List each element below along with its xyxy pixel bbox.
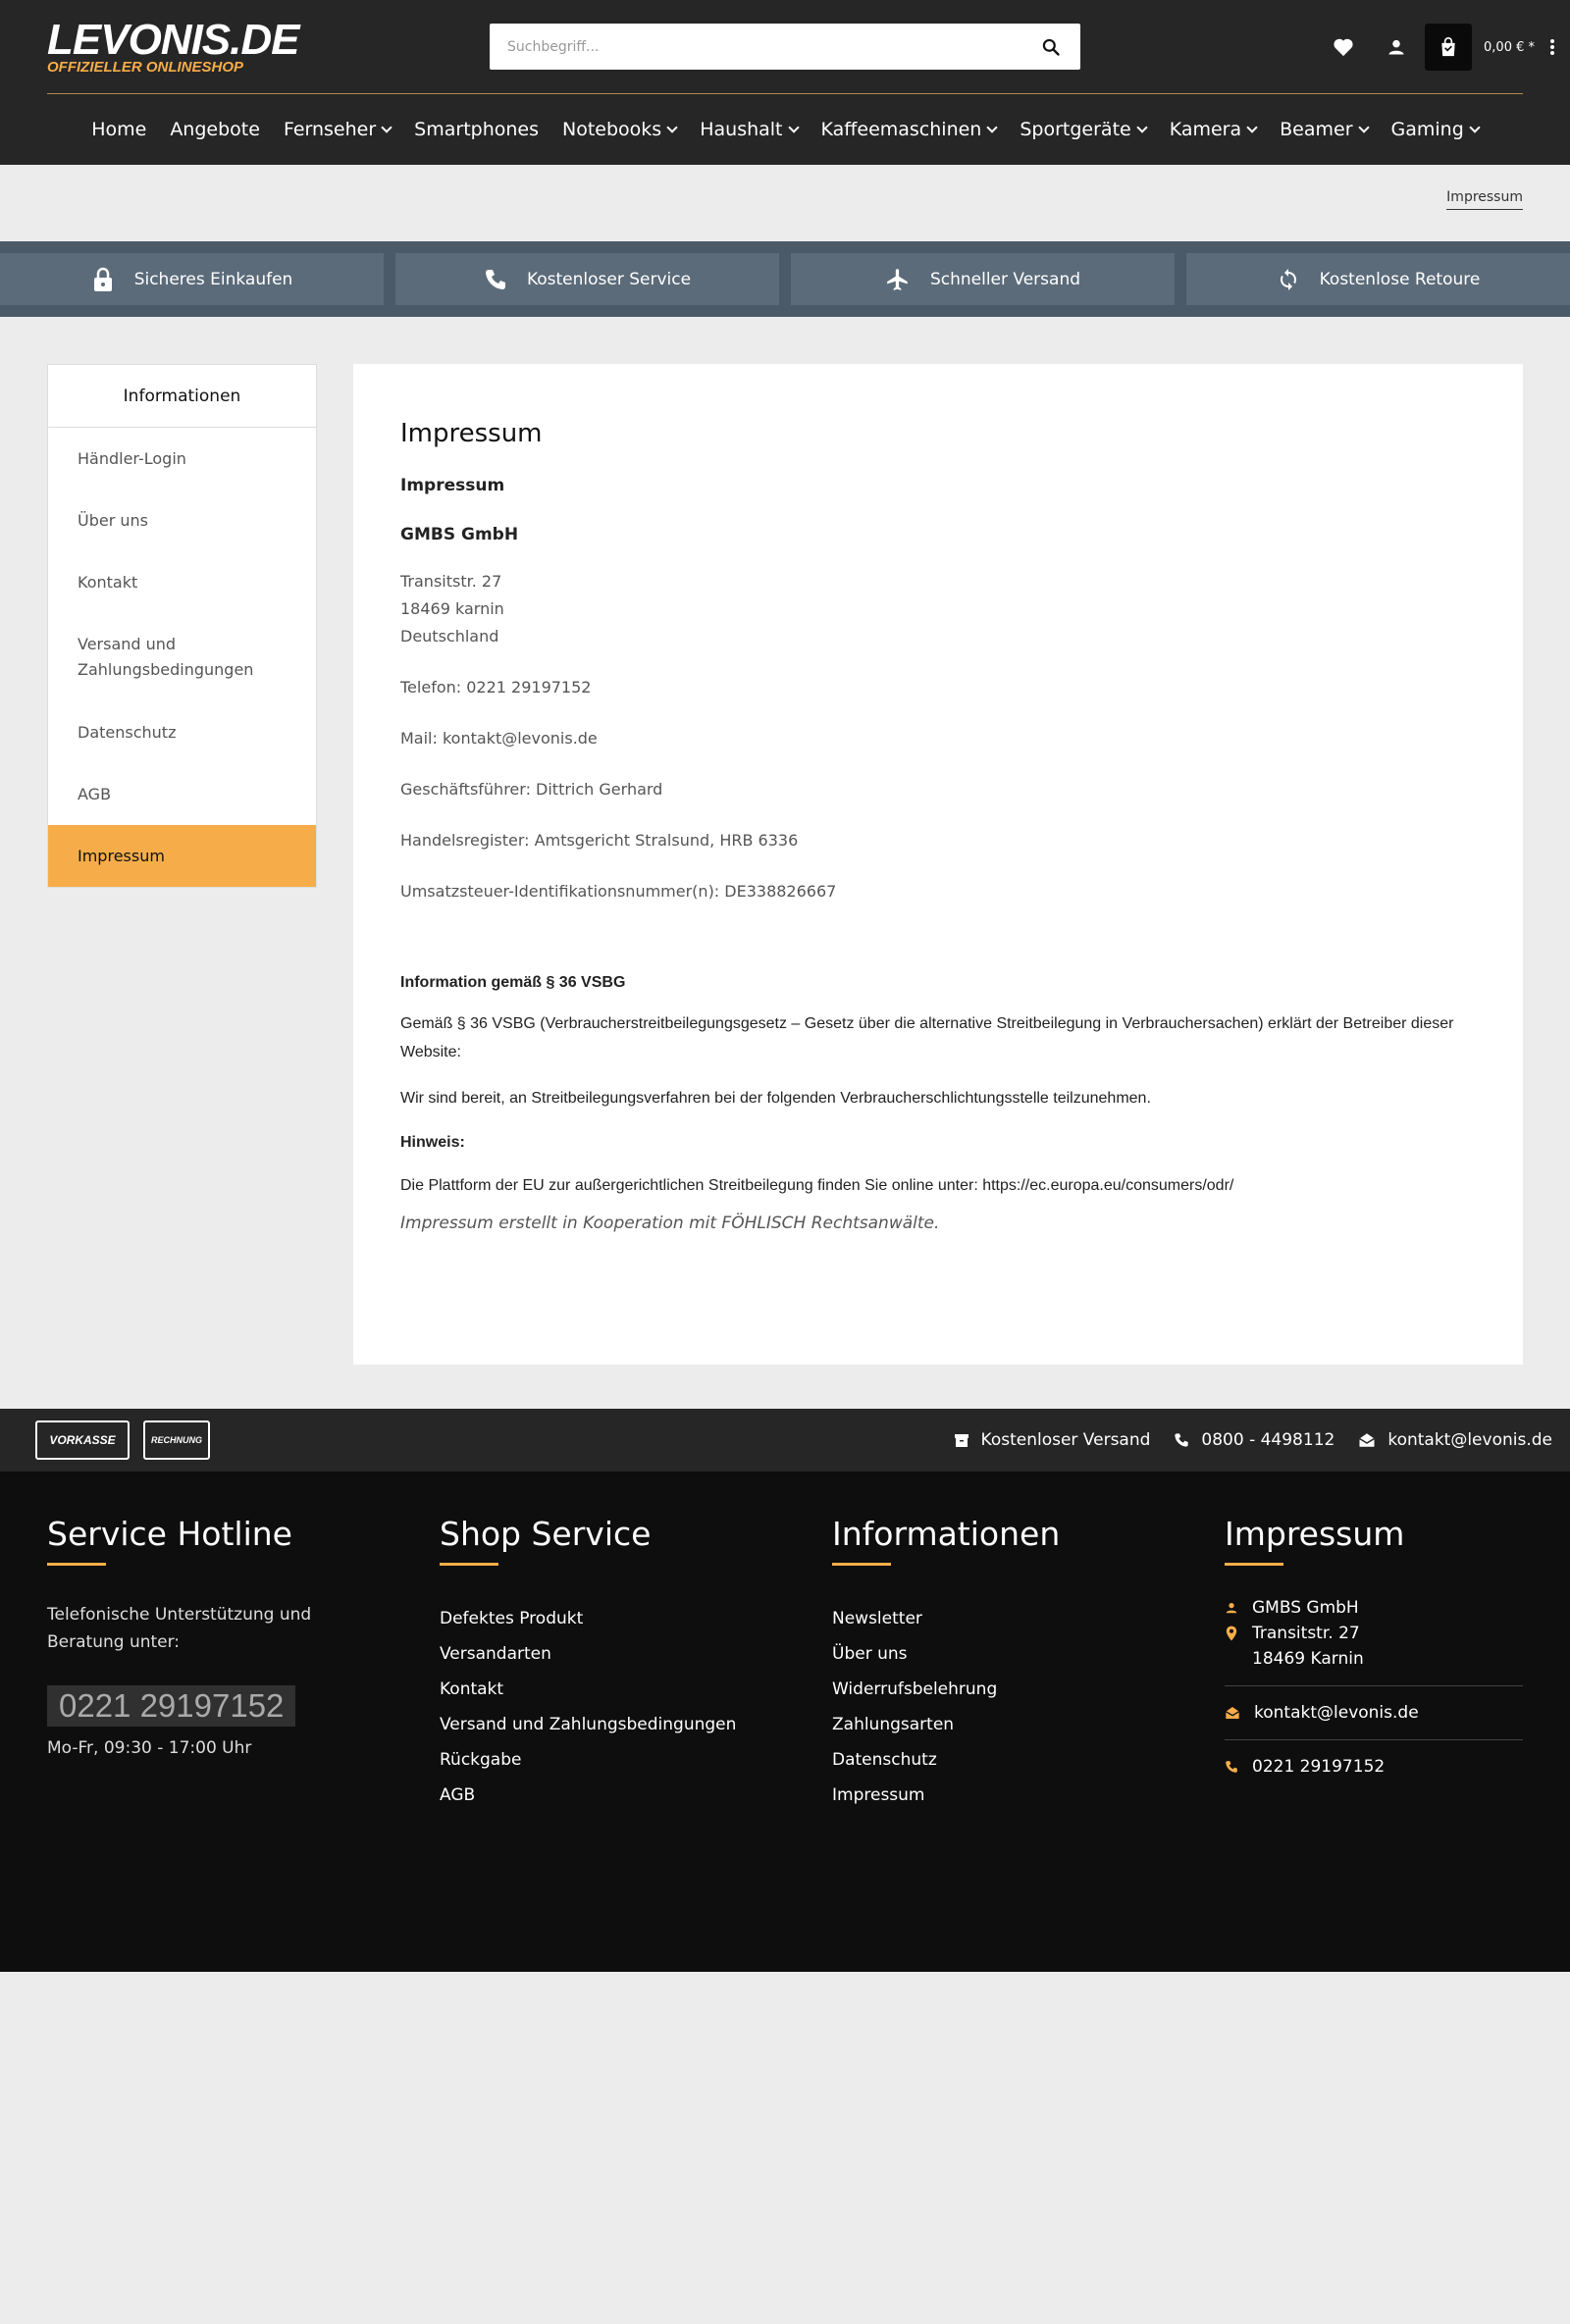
footer-impressum-details xyxy=(1225,1595,1523,1780)
footer-hotline-text: Telefonische Unterstützung und Beratung unter: xyxy=(47,1605,312,1652)
sidebar-item-datenschutz[interactable]: Datenschutz xyxy=(78,722,177,742)
search-box xyxy=(490,24,1080,70)
footer-link-widerrufsbelehrung[interactable]: Widerrufsbelehrung xyxy=(832,1679,998,1699)
footer-email-row[interactable]: kontakt@levonis.de xyxy=(1225,1700,1523,1726)
breadcrumb-bar xyxy=(0,165,1570,241)
footer-col-informationen xyxy=(832,1515,1185,1813)
impressum-note: Impressum erstellt in Kooperation mit FÖHLISCH Rechtsanwälte. xyxy=(400,1214,940,1233)
sidebar-title: Informationen xyxy=(48,365,316,428)
payment-rechnung: RECHNUNG xyxy=(143,1420,210,1460)
sidebar-item-ueber-uns[interactable]: Über uns xyxy=(78,510,148,530)
site-footer xyxy=(0,1472,1570,1972)
footer-link-agb[interactable]: AGB xyxy=(440,1785,476,1805)
impressum-content xyxy=(353,364,1523,1365)
usp-bar xyxy=(0,241,1570,317)
nav-item-home[interactable]: Home xyxy=(91,119,147,140)
nav-item-notebooks[interactable]: Notebooks xyxy=(550,119,688,140)
vsbg-text-2: Wir sind bereit, an Streitbeilegungsverfahren bei der folgenden Verbraucherschlichtungsstelle teilzunehmen. xyxy=(400,1090,1151,1107)
vsbg-heading: Information gemäß § 36 VSBG xyxy=(400,974,626,991)
search-input[interactable] xyxy=(490,24,1021,70)
footer-phone[interactable]: 0800 - 4498112 xyxy=(1174,1430,1334,1450)
vsbg-text: Gemäß § 36 VSBG (Verbraucherstreitbeilegungsgesetz – Gesetz über die alternative Streitbeilegung in Verbrauchersachen) erklärt der Betreiber dieser Website: xyxy=(400,1015,1454,1060)
main-content xyxy=(0,317,1570,1409)
register-line: Handelsregister: Amtsgericht Stralsund, HRB 6336 xyxy=(400,831,799,850)
refresh-icon xyxy=(1277,267,1300,292)
chevron-down-icon xyxy=(1469,122,1480,132)
info-sidebar xyxy=(47,364,317,888)
footer-link-kontakt[interactable]: Kontakt xyxy=(440,1679,504,1699)
footer-link-versandarten[interactable]: Versandarten xyxy=(440,1644,551,1664)
footer-informationen-links xyxy=(832,1601,1185,1813)
footer-col-impressum xyxy=(1225,1515,1523,1780)
nav-item-kamera[interactable]: Kamera xyxy=(1158,119,1268,140)
usp-free-service: Kostenloser Service xyxy=(395,253,779,305)
footer-hotline-title: Service Hotline xyxy=(47,1515,292,1553)
footer-col-shop-service xyxy=(440,1515,793,1813)
footer-phone-row[interactable]: 0221 29197152 xyxy=(1225,1754,1523,1780)
wishlist-button[interactable] xyxy=(1317,24,1370,71)
footer-link-defektes-produkt[interactable]: Defektes Produkt xyxy=(440,1609,584,1628)
sidebar-item-versand[interactable]: Versand und Zahlungsbedingungen xyxy=(78,635,254,679)
chevron-down-icon xyxy=(1246,122,1257,132)
footer-link-newsletter[interactable]: Newsletter xyxy=(832,1609,922,1628)
search-icon xyxy=(1041,37,1061,57)
page-bottom-space xyxy=(0,1972,1570,2324)
sidebar-item-haendler-login[interactable]: Händler-Login xyxy=(78,448,186,468)
nav-item-fernseher[interactable]: Fernseher xyxy=(272,119,402,140)
footer-address-row: Transitstr. 27 18469 Karnin xyxy=(1225,1621,1523,1672)
chevron-down-icon xyxy=(1136,122,1147,132)
usp-secure-shopping: Sicheres Einkaufen xyxy=(0,253,384,305)
nav-item-angebote[interactable]: Angebote xyxy=(170,119,260,140)
cart-icon xyxy=(1439,36,1458,58)
chevron-down-icon xyxy=(788,122,799,132)
nav-item-beamer[interactable]: Beamer xyxy=(1268,119,1379,140)
footer-bar-info xyxy=(954,1409,1552,1472)
vat-line: Umsatzsteuer-Identifikationsnummer(n): DE338826667 xyxy=(400,882,837,901)
page-title: Impressum xyxy=(400,419,543,448)
main-nav xyxy=(0,106,1570,153)
footer-impressum-title: Impressum xyxy=(1225,1515,1405,1553)
plane-icon xyxy=(885,267,911,292)
phone-icon xyxy=(1174,1432,1189,1448)
footer-link-versand-zahlung[interactable]: Versand und Zahlungsbedingungen xyxy=(440,1715,737,1734)
chevron-down-icon xyxy=(987,122,998,132)
nav-item-kaffeemaschinen[interactable]: Kaffeemaschinen xyxy=(810,119,1009,140)
hint-heading: Hinweis: xyxy=(400,1134,465,1151)
chevron-down-icon xyxy=(1358,122,1369,132)
header-actions xyxy=(1317,24,1570,71)
footer-hotline-phone[interactable]: 0221 29197152 xyxy=(47,1685,295,1727)
company-name: GMBS GmbH xyxy=(400,525,519,544)
chevron-down-icon xyxy=(382,122,392,132)
usp-fast-shipping: Schneller Versand xyxy=(791,253,1175,305)
lock-icon xyxy=(91,267,115,292)
breadcrumb[interactable]: Impressum xyxy=(1446,189,1523,210)
logo-sub: OFFIZIELLER ONLINESHOP xyxy=(47,59,244,76)
account-icon xyxy=(1387,37,1406,57)
footer-underline xyxy=(47,1563,106,1566)
logo[interactable] xyxy=(47,16,299,76)
mail-icon xyxy=(1358,1432,1376,1448)
payment-methods xyxy=(35,1420,210,1460)
more-icon xyxy=(1549,38,1555,56)
nav-item-haushalt[interactable]: Haushalt xyxy=(688,119,809,140)
box-icon xyxy=(954,1432,969,1448)
address-street: Transitstr. 27 xyxy=(400,572,502,591)
footer-hotline-hours: Mo-Fr, 09:30 - 17:00 Uhr xyxy=(47,1738,252,1758)
footer-separator xyxy=(1225,1739,1523,1740)
phone-line: Telefon: 0221 29197152 xyxy=(400,678,592,697)
footer-underline xyxy=(832,1563,891,1566)
footer-underline xyxy=(440,1563,498,1566)
site-header xyxy=(0,0,1570,165)
footer-shop-service-title: Shop Service xyxy=(440,1515,652,1553)
address-block xyxy=(400,568,1476,650)
footer-link-datenschutz[interactable]: Datenschutz xyxy=(832,1750,937,1770)
footer-link-zahlungsarten[interactable]: Zahlungsarten xyxy=(832,1715,955,1734)
footer-col-hotline xyxy=(47,1515,400,1762)
usp-free-returns: Kostenlose Retoure xyxy=(1186,253,1570,305)
more-button[interactable] xyxy=(1535,24,1570,71)
heart-icon xyxy=(1333,37,1354,57)
search-button[interactable] xyxy=(1021,24,1080,70)
hint-text: Die Plattform der EU zur außergerichtlichen Streitbeilegung finden Sie online unter: https://ec.europa.eu/consumers/odr/ xyxy=(400,1177,1234,1194)
phone-icon xyxy=(1225,1760,1238,1774)
footer-company-row: GMBS GmbH xyxy=(1225,1595,1523,1621)
cart-total[interactable]: 0,00 € * xyxy=(1484,39,1535,55)
logo-main: LEVONIS.DE xyxy=(47,16,299,64)
footer-link-rueckgabe[interactable]: Rückgabe xyxy=(440,1750,522,1770)
nav-item-gaming[interactable]: Gaming xyxy=(1380,119,1491,140)
section-subtitle: Impressum xyxy=(400,476,505,495)
phone-icon xyxy=(484,268,507,291)
chevron-down-icon xyxy=(667,122,678,132)
mail-icon xyxy=(1225,1706,1240,1720)
address-country: Deutschland xyxy=(400,627,499,646)
cart-button[interactable] xyxy=(1425,24,1472,71)
location-pin-icon xyxy=(1225,1626,1238,1641)
footer-shop-service-links xyxy=(440,1601,793,1813)
address-city: 18469 karnin xyxy=(400,599,504,618)
footer-shipping: Kostenloser Versand xyxy=(954,1430,1151,1450)
ceo-line: Geschäftsführer: Dittrich Gerhard xyxy=(400,780,663,799)
nav-item-sportgeraete[interactable]: Sportgeräte xyxy=(1008,119,1157,140)
header-divider xyxy=(47,93,1523,94)
person-icon xyxy=(1225,1601,1238,1615)
sidebar-item-impressum[interactable]: Impressum xyxy=(48,825,316,887)
footer-link-ueber-uns[interactable]: Über uns xyxy=(832,1644,908,1664)
nav-item-smartphones[interactable]: Smartphones xyxy=(414,119,540,140)
footer-separator xyxy=(1225,1685,1523,1686)
footer-link-impressum[interactable]: Impressum xyxy=(832,1785,925,1805)
footer-underline xyxy=(1225,1563,1283,1566)
footer-informationen-title: Informationen xyxy=(832,1515,1061,1553)
account-button[interactable] xyxy=(1370,24,1423,71)
footer-bar xyxy=(0,1409,1570,1472)
payment-vorkasse: VORKASSE xyxy=(35,1420,130,1460)
footer-email[interactable]: kontakt@levonis.de xyxy=(1358,1430,1552,1450)
sidebar-item-agb[interactable]: AGB xyxy=(78,784,112,803)
mail-line: Mail: kontakt@levonis.de xyxy=(400,729,598,748)
sidebar-item-kontakt[interactable]: Kontakt xyxy=(78,572,138,592)
